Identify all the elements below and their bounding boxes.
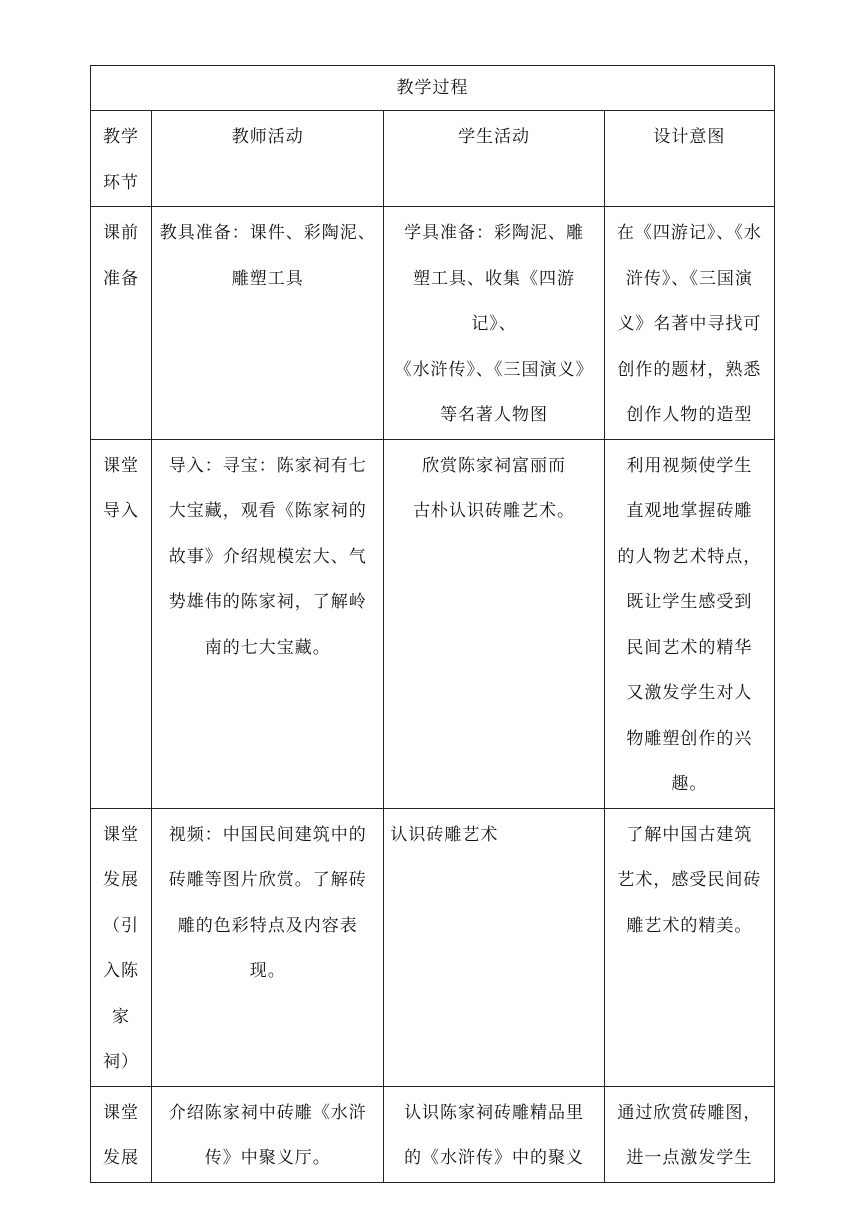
- table-row: [91, 808, 775, 1086]
- row-student-cell: [384, 207, 604, 440]
- header-stage: 教学 环节: [103, 127, 140, 193]
- row-teacher-cell: [152, 439, 384, 808]
- table-header-row: [91, 111, 775, 207]
- row-stage: 课堂 导入: [103, 455, 140, 521]
- header-stage-cell: [91, 111, 152, 207]
- row-teacher: 教具准备：课件、彩陶泥、 雕塑工具: [159, 223, 376, 289]
- row-student-cell: [384, 808, 604, 1086]
- row-stage: 课堂 发展 （引 入陈 家 祠）: [103, 824, 140, 1072]
- table-row: [91, 207, 775, 440]
- row-intent-cell: [604, 207, 774, 440]
- row-teacher-cell: [152, 1086, 384, 1182]
- row-intent-cell: [604, 1086, 774, 1182]
- table-row: [91, 1086, 775, 1182]
- row-student: 认识陈家祠砖雕精品里 的《水浒传》中的聚义: [404, 1102, 585, 1168]
- row-intent: 在《四游记》、《水 浒传》、《三国演 义》名著中寻找可 创作的题材，熟悉 创作人物的造型: [616, 223, 762, 425]
- header-teacher-cell: [152, 111, 384, 207]
- row-stage: 课堂 发展: [103, 1102, 140, 1168]
- row-stage: 课前 准备: [103, 223, 140, 289]
- row-intent-cell: [604, 808, 774, 1086]
- teaching-process-table: [90, 65, 775, 1183]
- row-student: 欣赏陈家祠富丽而 古朴认识砖雕艺术。: [413, 455, 576, 521]
- row-student: 认识砖雕艺术: [390, 824, 499, 845]
- table-title-cell: [91, 66, 775, 111]
- row-student-cell: [384, 439, 604, 808]
- row-teacher: 导入：寻宝：陈家祠有七 大宝藏，观看《陈家祠的 故事》介绍规模宏大、气 势雄伟的陈家祠，了解岭 南的七大宝藏。: [168, 455, 367, 658]
- header-student: 学生活动: [458, 127, 531, 147]
- row-stage-cell: [91, 808, 152, 1086]
- row-intent: 了解中国古建筑 艺术，感受民间砖 雕艺术的精美。: [617, 824, 762, 936]
- row-teacher: 视频：中国民间建筑中的 砖雕等图片欣赏。了解砖 雕的色彩特点及内容表 现。: [168, 824, 367, 981]
- row-teacher: 介绍陈家祠中砖雕《水浒 传》中聚义厅。: [168, 1102, 367, 1168]
- table-title: 教学过程: [396, 78, 469, 98]
- row-teacher-cell: [152, 808, 384, 1086]
- row-student: 学具准备：彩陶泥、雕 塑工具、收集《四游记》、 《水浒传》、《三国演义》 等名著人物图: [394, 223, 594, 425]
- row-intent: 利用视频使学生 直观地掌握砖雕 的人物艺术特点， 既让学生感受到 民间艺术的精华 又激发学生对人 物雕塑创作的兴 趣。: [617, 455, 762, 794]
- header-intent: 设计意图: [653, 127, 726, 147]
- header-intent-cell: [604, 111, 774, 207]
- header-teacher: 教师活动: [231, 127, 304, 147]
- row-stage-cell: [91, 439, 152, 808]
- row-intent: 通过欣赏砖雕图， 进一点激发学生: [617, 1102, 762, 1168]
- table-title-row: [91, 66, 775, 111]
- row-intent-cell: [604, 439, 774, 808]
- row-student-cell: [384, 1086, 604, 1182]
- table-row: [91, 439, 775, 808]
- header-student-cell: [384, 111, 604, 207]
- row-stage-cell: [91, 207, 152, 440]
- row-teacher-cell: [152, 207, 384, 440]
- row-stage-cell: [91, 1086, 152, 1182]
